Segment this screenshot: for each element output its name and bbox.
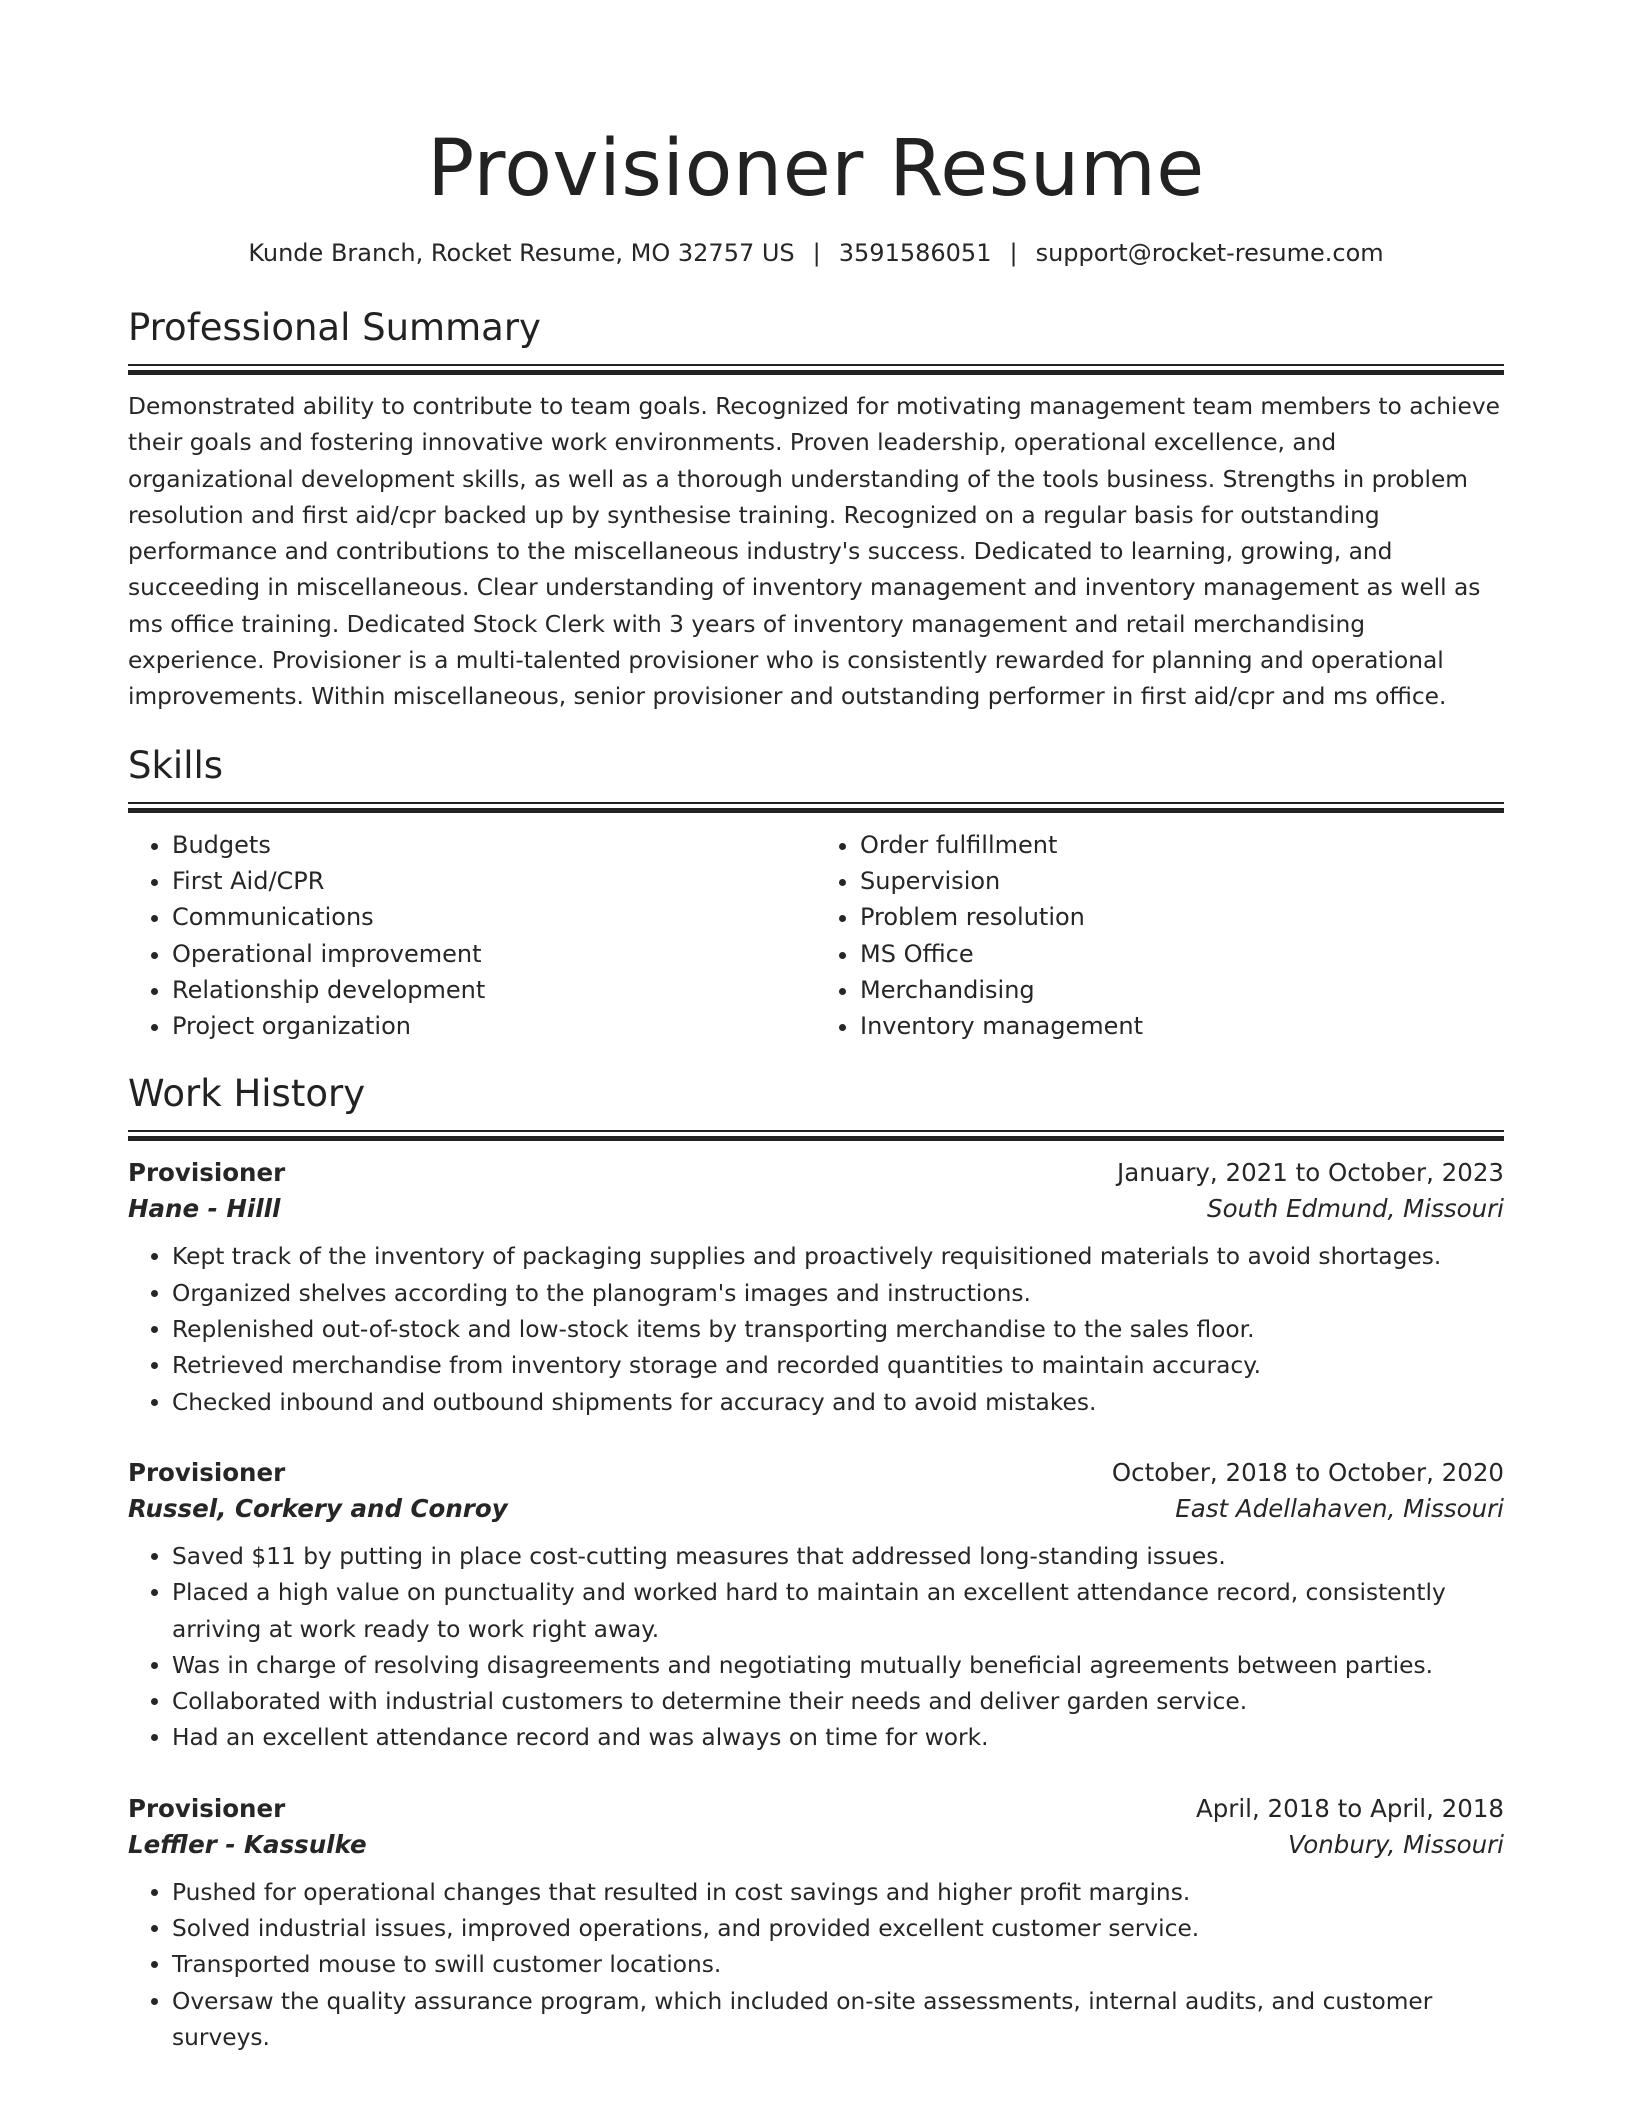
job-entry (128, 1155, 1504, 1420)
job-header-row (128, 1455, 1504, 1491)
work-history-section (128, 1070, 1504, 2056)
skill-item: • Project organization (172, 1008, 816, 1044)
contact-separator: | (812, 239, 821, 267)
job-dates: January, 2021 to October, 2023 (1117, 1158, 1504, 1188)
skill-item: • Budgets (172, 827, 816, 863)
skill-item: • Order fulfillment (860, 827, 1504, 863)
summary-section (128, 304, 1504, 716)
job-bullet: • Oversaw the quality assurance program, which included on-site assessments, internal audits, and customer surveys. (172, 1984, 1504, 2057)
contact-email: support@rocket-resume.com (1035, 239, 1384, 267)
skill-item: • Inventory management (860, 1008, 1504, 1044)
job-title: Provisioner (128, 1457, 286, 1487)
job-bullet: • Replenished out-of-stock and low-stock items by transporting merchandise to the sales floor. (172, 1312, 1504, 1348)
job-bullet: • Saved $11 by putting in place cost-cutting measures that addressed long-standing issues. (172, 1539, 1504, 1575)
contact-address: Kunde Branch, Rocket Resume, MO 32757 US (248, 239, 795, 267)
job-location: Vonbury, Missouri (1287, 1829, 1504, 1859)
skill-item: • Communications (172, 899, 816, 935)
job-dates: October, 2018 to October, 2020 (1111, 1457, 1504, 1487)
job-company: Russel, Corkery and Conroy (128, 1493, 508, 1523)
skills-column-right (816, 827, 1504, 1045)
job-company: Leffler - Kassulke (128, 1829, 367, 1859)
summary-heading: Professional Summary (128, 306, 541, 349)
job-location: East Adellahaven, Missouri (1175, 1493, 1504, 1523)
skills-column-left (128, 827, 816, 1045)
job-company-row (128, 1827, 1504, 1863)
section-divider (128, 802, 1504, 813)
job-title: Provisioner (128, 1158, 286, 1188)
job-company-row (128, 1491, 1504, 1527)
job-entry (128, 1455, 1504, 1757)
section-divider (128, 364, 1504, 375)
job-bullet: • Pushed for operational changes that resulted in cost savings and higher profit margins. (172, 1875, 1504, 1911)
skill-item: • Relationship development (172, 972, 816, 1008)
work-history-heading: Work History (128, 1072, 366, 1116)
skill-item: • First Aid/CPR (172, 863, 816, 899)
job-bullets (128, 1239, 1504, 1420)
skill-item: • Operational improvement (172, 936, 816, 972)
job-bullet: • Retrieved merchandise from inventory storage and recorded quantities to maintain accuracy. (172, 1348, 1504, 1384)
job-bullet: • Checked inbound and outbound shipments for accuracy and to avoid mistakes. (172, 1385, 1504, 1421)
skill-item: • MS Office (860, 936, 1504, 972)
job-header-row (128, 1791, 1504, 1827)
skill-item: • Merchandising (860, 972, 1504, 1008)
job-bullets (128, 1539, 1504, 1757)
job-entry (128, 1791, 1504, 2056)
skill-item: • Problem resolution (860, 899, 1504, 935)
contact-line (128, 236, 1504, 270)
job-bullet: • Solved industrial issues, improved operations, and provided excellent customer service. (172, 1911, 1504, 1947)
page-title: Provisioner Resume (427, 124, 1205, 214)
job-bullets (128, 1875, 1504, 2056)
job-bullet: • Collaborated with industrial customers to determine their needs and deliver garden service. (172, 1684, 1504, 1720)
job-bullet: • Kept track of the inventory of packaging supplies and proactively requisitioned materials to avoid shortages. (172, 1239, 1504, 1275)
job-bullet: • Had an excellent attendance record and was always on time for work. (172, 1720, 1504, 1756)
skills-grid (128, 827, 1504, 1045)
job-dates: April, 2018 to April, 2018 (1195, 1793, 1504, 1823)
job-header-row (128, 1155, 1504, 1191)
job-bullet: • Organized shelves according to the planogram's images and instructions. (172, 1276, 1504, 1312)
contact-separator: | (1009, 239, 1018, 267)
job-bullet: • Placed a high value on punctuality and worked hard to maintain an excellent attendance record, consistently arriving at work ready to work right away. (172, 1575, 1504, 1648)
job-bullet: • Transported mouse to swill customer locations. (172, 1947, 1504, 1983)
section-divider (128, 1130, 1504, 1141)
job-company: Hane - Hilll (128, 1194, 281, 1224)
summary-text: Demonstrated ability to contribute to team goals. Recognized for motivating management team members to achieve their goals and fostering innovative work environments. Proven leadership, operational excellence, and organizational development skills, as well as a thorough understanding of the tools business. Strengths in problem resolution and first aid/cpr backed up by synthesise training. Recognized on a regular basis for outstanding performance and contributions to the miscellaneous industry's success. Dedicated to learning, growing, and succeeding in miscellaneous. Clear understanding of inventory management and inventory management as well as ms office training. Dedicated Stock Clerk with 3 years of inventory management and retail merchandising experience. Provisioner is a multi-talented provisioner who is consistently rewarded for planning and operational improvements. Within miscellaneous, senior provisioner and outstanding performer in first aid/cpr and ms office. (128, 393, 1500, 711)
job-bullet: • Was in charge of resolving disagreements and negotiating mutually beneficial agreements between parties. (172, 1648, 1504, 1684)
skills-section (128, 742, 1504, 1045)
job-company-row (128, 1191, 1504, 1227)
job-location: South Edmund, Missouri (1207, 1194, 1504, 1224)
contact-phone: 3591586051 (838, 239, 992, 267)
skill-item: • Supervision (860, 863, 1504, 899)
job-title: Provisioner (128, 1793, 286, 1823)
skills-heading: Skills (128, 743, 224, 787)
